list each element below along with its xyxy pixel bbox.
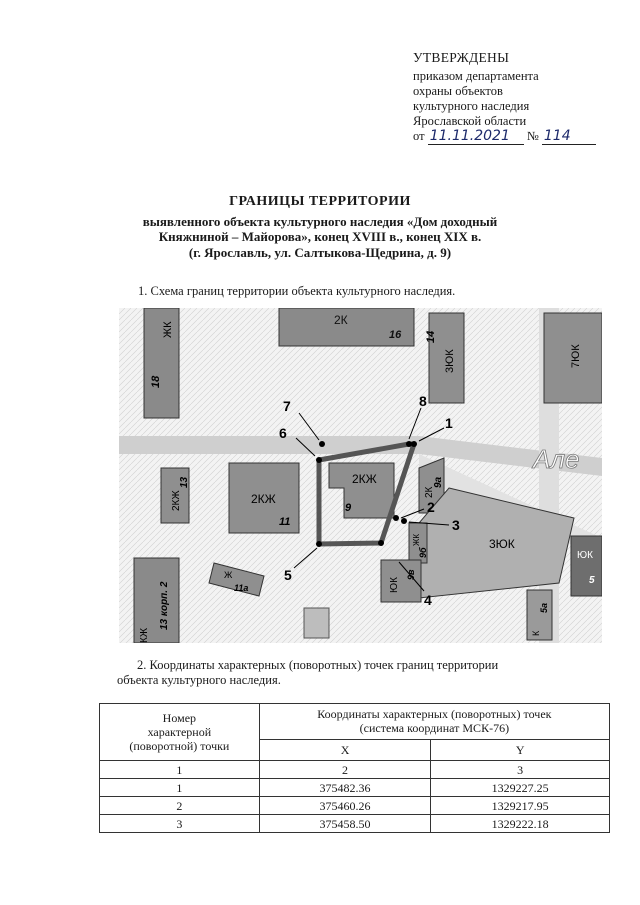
point-label: 1 [445,415,453,431]
table-cell: 1 [100,761,260,779]
section-2-line: объекта культурного наследия. [117,673,281,687]
point-label: 6 [279,425,287,441]
boundary-point [316,541,322,547]
building-2k-16 [279,308,414,346]
building-number: 13 корп. 2 [159,581,170,630]
table-cell: 375482.36 [259,779,431,797]
building-zk-9b [409,523,428,563]
table-cell: 1329222.18 [431,815,610,833]
building-number: 13 [179,476,190,488]
street-label: Але [533,444,580,474]
building-number: 5 [589,575,595,586]
table-row [100,779,610,797]
table-cell: 2 [259,761,431,779]
building-number: 9а [433,476,444,488]
header-line: Номер [162,711,197,725]
section-2-heading [117,658,609,688]
col-coords-header [259,704,609,740]
building-2kj-13 [161,468,190,523]
building-number: 18 [150,375,162,388]
approval-line: Ярославской области [413,114,527,128]
building-number: 11а [234,583,249,593]
table-cell: 3 [100,815,260,833]
building-k-5a [527,590,552,640]
approval-date-line [413,129,613,145]
table-row [100,797,610,815]
section-1-heading: 1. Схема границ территории объекта культурного наследия. [138,284,456,298]
date-prefix: от [413,129,425,143]
building-label: 2К [334,313,348,327]
boundary-map [119,308,602,643]
building-number: 9 [345,502,352,514]
building-label: 2КЖ [171,490,182,511]
building-13k2 [134,558,179,643]
building-number: 5а [539,602,549,613]
building-number: 9в [406,569,416,580]
title-line: (г. Ярославль, ул. Салтыкова-Щедрина, д. 9) [188,244,452,260]
small-structure [304,608,329,638]
table-cell: 2 [100,797,260,815]
approval-heading: УТВЕРЖДЕНЫ [413,50,510,65]
table-cell: 375458.50 [259,815,431,833]
coordinates-table [99,703,610,833]
building-label: 7ЮК [570,344,582,368]
building-3uk-14 [425,313,464,403]
building-label: 3ЮК [444,349,456,373]
table-header-row [100,704,610,740]
boundary-point [393,515,399,521]
header-line: (поворотной) точки [129,739,230,753]
approval-line: приказом департамента [413,69,539,83]
approval-date: 11.11.2021 [428,129,524,145]
title-line: выявленного объекта культурного наследия «Дом доходный [142,213,498,229]
header-line: (система координат МСК-76) [359,721,510,736]
building-label: 2К [424,486,435,498]
point-label: 5 [284,567,292,583]
y-header: Y [431,739,610,760]
col-point-header [100,704,260,761]
table-numbering-row [100,761,610,779]
building-label: КЖ [139,627,150,643]
building-label: Ж [224,570,233,580]
boundary-point [378,540,384,546]
title-line: Княжниной – Майорова», конец XVIII в., конец XIX в. [158,229,482,244]
table-row [100,815,610,833]
table-cell: 1 [100,779,260,797]
point-label: 4 [424,592,432,608]
point-label: 7 [283,398,291,414]
point-label: 3 [452,517,460,533]
building-label: ЮК [389,577,400,593]
boundary-point [316,457,322,463]
building-number: 9б [418,547,428,558]
document-title [60,194,580,260]
building-label: 2КЖ [251,492,276,506]
section-2-line: 2. Координаты характерных (поворотных) точек границ территории [137,658,499,672]
boundary-point [401,518,407,524]
number-prefix: № [526,129,539,143]
header-line: характерной [147,725,212,739]
building-7uk [544,313,602,403]
building-label: 2КЖ [352,472,377,486]
building-number: 11 [279,516,291,528]
approval-block [413,50,613,145]
building-uk-5 [571,536,602,596]
building-label: ЖК [162,321,174,338]
table-cell: 1329227.25 [431,779,610,797]
building-number: 16 [389,329,402,341]
building-label: 3ЮК [489,537,515,551]
approval-number: 114 [542,129,596,145]
building-label: ЮК [577,550,593,561]
table-cell: 3 [431,761,610,779]
boundary-point [319,441,325,447]
table-cell: 1329217.95 [431,797,610,815]
approval-line: культурного наследия [413,99,530,113]
point-label: 8 [419,393,427,409]
header-line: Координаты характерных (поворотных) точек [317,707,552,722]
building-label: К [531,630,541,636]
building-label: ЖК [412,533,421,546]
boundary-point [406,441,412,447]
approval-line: охраны объектов [413,84,503,98]
point-label: 2 [427,499,435,515]
building-18 [144,308,179,418]
title-main: ГРАНИЦЫ ТЕРРИТОРИИ [229,194,411,209]
building-number: 14 [425,330,437,343]
table-cell: 375460.26 [259,797,431,815]
x-header: X [259,739,431,760]
building-2kj-11 [229,463,299,533]
